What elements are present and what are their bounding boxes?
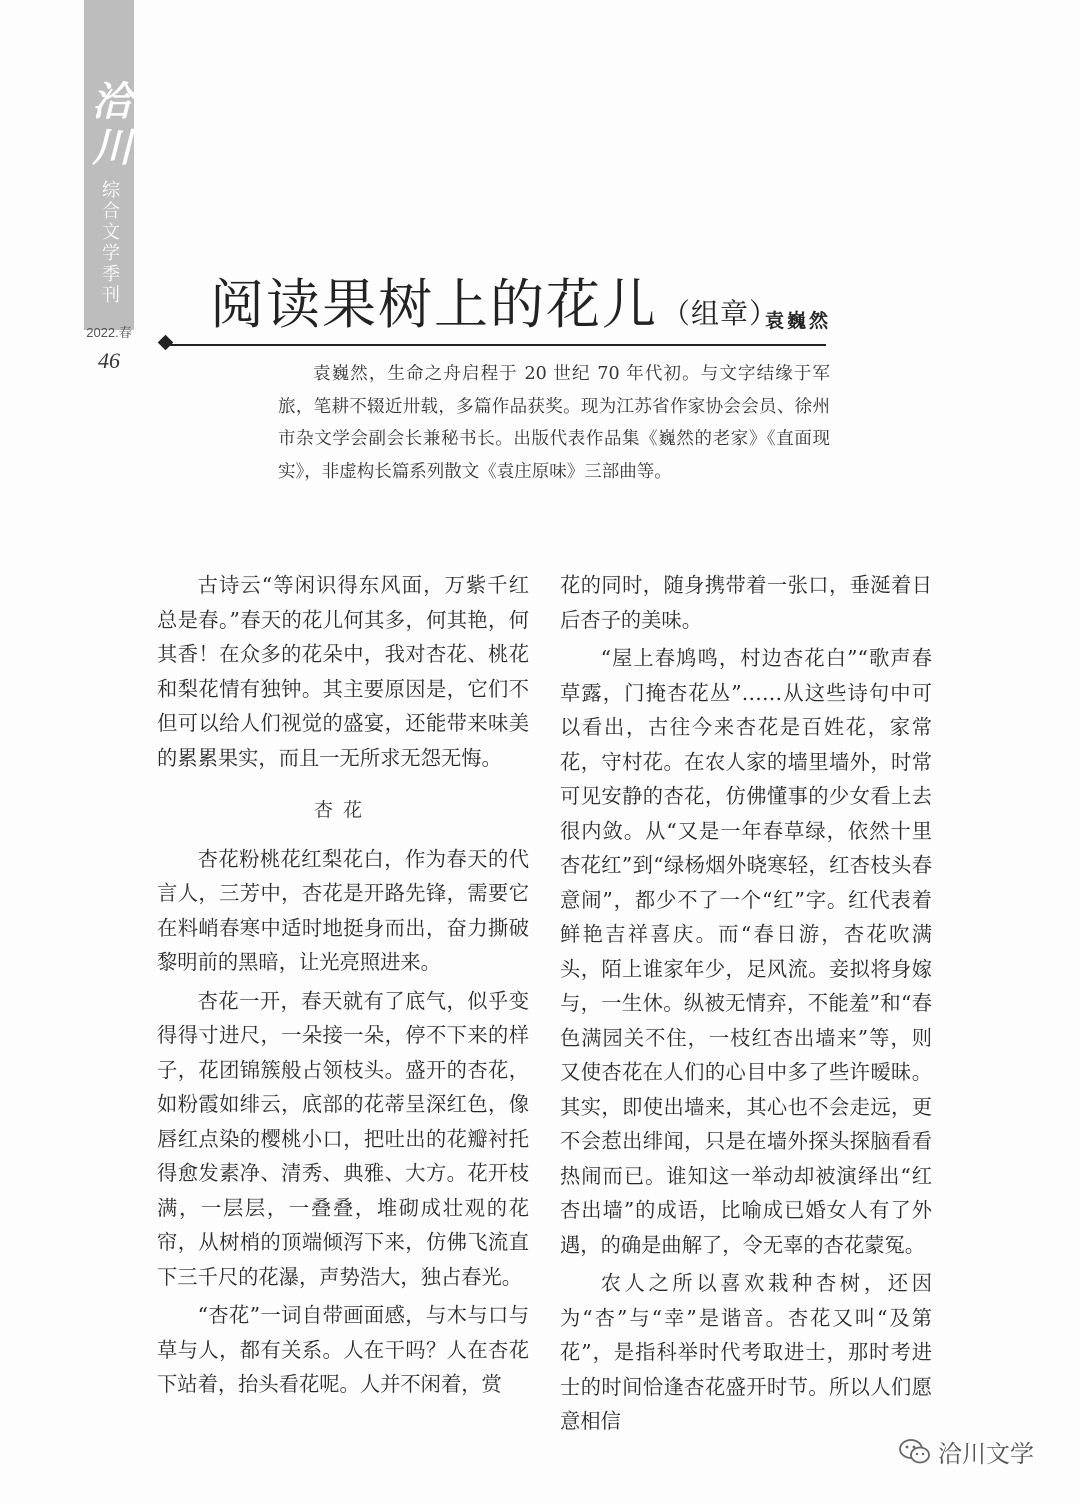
right-column [560,568,932,1443]
title-subtitle: （组章） [662,297,779,330]
left-column [157,568,529,1406]
section-heading: 杏花 [313,799,372,821]
magazine-subtitle: 综合文学季刊 [99,180,120,306]
wechat-icon [898,1438,932,1466]
article-title [210,262,778,339]
title-text: 阅读果树上的花儿 [210,273,658,336]
watermark-text: 洽川文学 [938,1440,1034,1468]
title-rule [170,344,826,346]
paragraph: 杏花一开，春天就有了底气，似乎变得得寸进尺，一朵接一朵，停不下来的样子，花团锦簇般占领枝头。盛开的杏花，如粉霞如绯云，底部的花蒂呈深红色，像唇红点染的樱桃小口，把吐出的花瓣衬托得愈发素净、清秀、典雅、大方。花开枝满，一层层，一叠叠，堆砌成壮观的花帘，从树梢的顶端倾泻下来，仿佛飞流直下三千尺的花瀑，声势浩大，独占春光。 [157,988,529,1289]
rule-diamond [158,335,174,351]
continued-paragraph: 花的同时，随身携带着一张口，垂涎着日后杏子的美味。 [560,573,932,632]
page-number: 46 [98,348,120,373]
issue-label: 2022.春 [86,325,132,340]
magazine-sidebar [84,0,134,330]
magazine-name: 洽川 [85,80,133,172]
watermark [898,1434,1034,1469]
paragraph: “杏花”一词自带画面感，与木与口与草与人，都有关系。人在干吗？人在杏花下站着，抬头看花呢。人并不闲着，赏 [157,1303,529,1396]
intro-paragraph: 古诗云“等闲识得东风面，万紫千红总是春。”春天的花儿何其多，何其艳，何其香！在众多的花朵中，我对杏花、桃花和梨花情有独钟。其主要原因是，它们不但可以给人们视觉的盛宴，还能带来味美的累累果实，而且一无所求无怨无悔。 [157,573,529,770]
author-bio: 袁巍然，生命之舟启程于 20 世纪 70 年代初。与文字结缘于军旅，笔耕不辍近卅载，多篇作品获奖。现为江苏省作家协会会员、徐州市杂文学会副会长兼秘书长。出版代表作品集《巍然的老家》《直面现实》，非虚构长篇系列散文《袁庄原味》三部曲等。 [278,364,830,482]
paragraph: 农人之所以喜欢栽种杏树，还因为“杏”与“幸”是谐音。杏花又叫“及第花”，是指科举时代考取进士，那时考进士的时间恰逢杏花盛开时节。所以人们愿意相信 [560,1271,932,1433]
paragraph: “屋上春鸠鸣，村边杏花白”“歌声春草露，门掩杏花丛”……从这些诗句中可以看出，古往今来杏花是百姓花，家常花，守村花。在农人家的墙里墙外，时常可见安静的杏花，仿佛懂事的少女看上去很内敛。从“又是一年春草绿，依然十里杏花红”到“绿杨烟外晓寒轻，红杏枝头春意闹”，都少不了一个“红”字。红代表着鲜艳吉祥喜庆。而“春日游，杏花吹满头，陌上谁家年少，足风流。妾拟将身嫁与，一生休。纵被无情弃，不能羞”和“春色满园关不住，一枝红杏出墙来”等，则又使杏花在人们的心目中多了些许暧昧。其实，即使出墙来，其心也不会走远，更不会惹出绯闻，只是在墙外探头探脑看看热闹而已。谁知这一举动却被演绎出“红杏出墙”的成语，比喻成已婚女人有了外遇，的确是曲解了，令无辜的杏花蒙冤。 [560,646,932,1257]
author-name: 袁巍然 [765,310,832,332]
paragraph: 杏花粉桃花红梨花白，作为春天的代言人，三芳中，杏花是开路先锋，需要它在料峭春寒中适时地挺身而出，奋力撕破黎明前的黑暗，让光亮照进来。 [157,846,529,974]
